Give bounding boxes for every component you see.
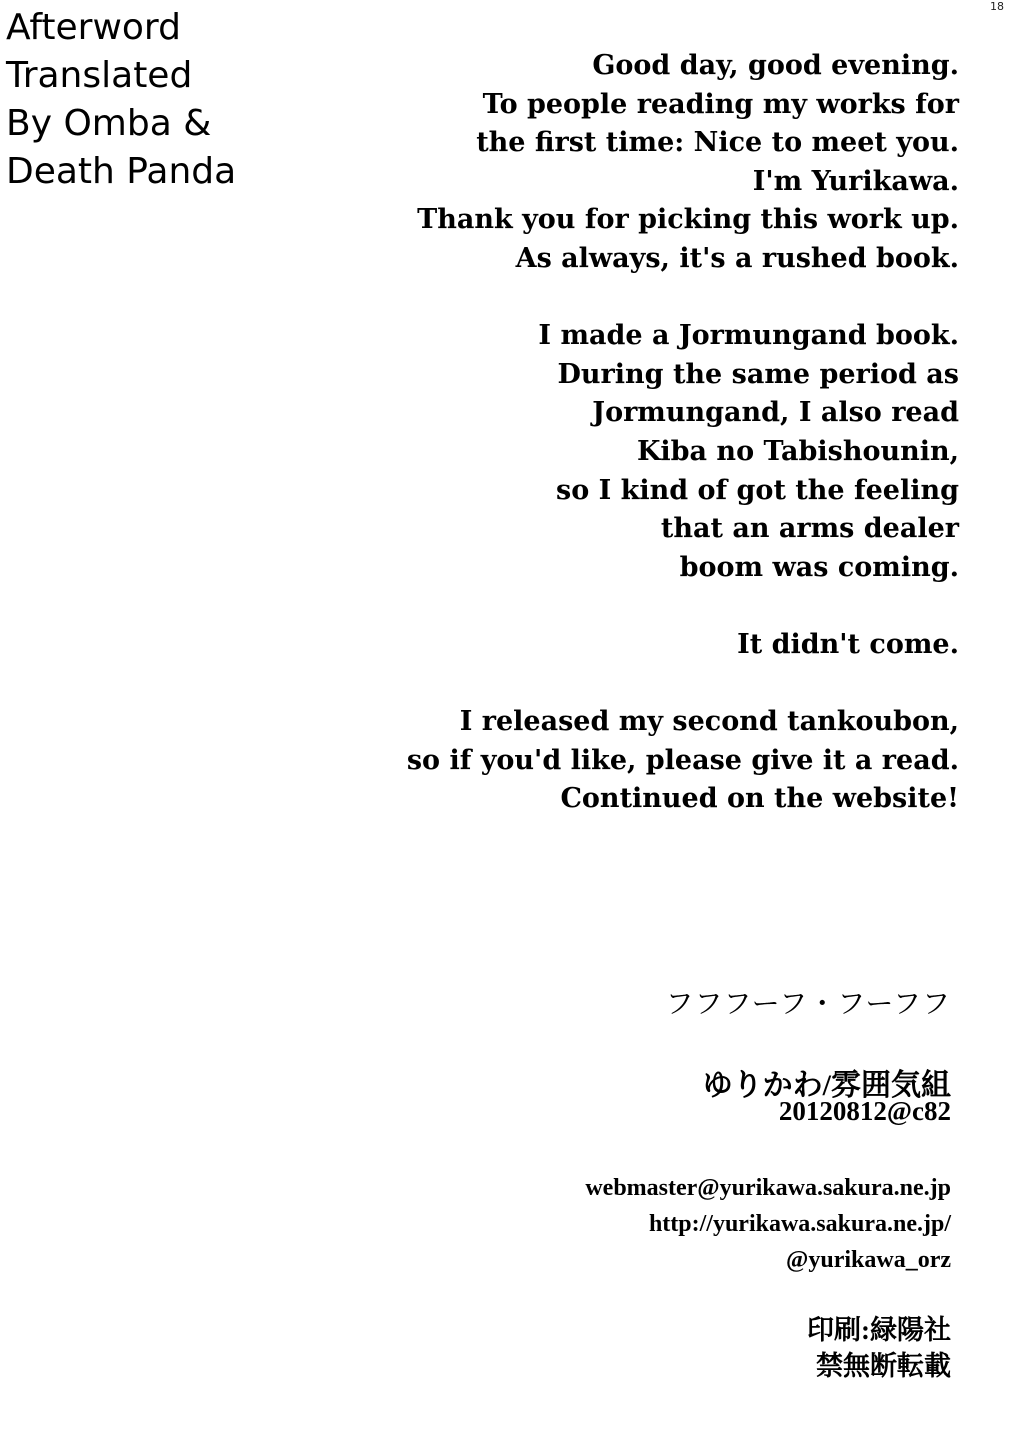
- credits-line: Death Panda: [6, 151, 237, 192]
- afterword-line: Kiba no Tabishounin,: [636, 435, 959, 467]
- reproduction-notice: 禁無断転載: [816, 1351, 951, 1381]
- afterword-line: Good day, good evening.: [592, 50, 959, 81]
- afterword-paragraph: [407, 47, 959, 279]
- circle-title: フフフーフ・フーフフ: [665, 987, 951, 1020]
- paragraph-gap: [407, 665, 959, 704]
- email-address: webmaster@yurikawa.sakura.ne.jp: [585, 1175, 951, 1201]
- credits-line: Translated: [6, 55, 193, 96]
- afterword-line: I released my second tankoubon,: [459, 706, 959, 738]
- afterword-line: It didn't come.: [737, 628, 959, 660]
- afterword-text: [407, 47, 959, 819]
- translation-credits: [6, 4, 236, 196]
- afterword-line: I made a Jormungand book.: [538, 320, 959, 352]
- afterword-line: During the same period as: [557, 358, 959, 390]
- afterword-line: the first time: Nice to meet you.: [476, 127, 959, 159]
- afterword-line: that an arms dealer: [660, 513, 959, 545]
- afterword-line: Jormungand, I also read: [592, 397, 959, 429]
- afterword-paragraph: [407, 626, 959, 665]
- printer-credit: 印刷:緑陽社: [807, 1315, 951, 1345]
- afterword-line: I'm Yurikawa.: [752, 165, 959, 197]
- credits-line: By Omba &: [6, 103, 212, 144]
- paragraph-gap: [407, 279, 959, 318]
- afterword-line: As always, it's a rushed book.: [515, 242, 959, 274]
- credits-line: Afterword: [6, 7, 181, 48]
- afterword-line: so if you'd like, please give it a read.: [406, 744, 959, 776]
- afterword-paragraph: [407, 703, 959, 819]
- twitter-handle: @yurikawa_orz: [786, 1247, 951, 1273]
- paragraph-gap: [407, 587, 959, 626]
- author-name: ゆりかわ/雰囲気組: [702, 1069, 951, 1102]
- release-date: 20120812@c82: [778, 1096, 951, 1126]
- print-info: [807, 1312, 951, 1384]
- afterword-paragraph: [407, 317, 959, 587]
- afterword-line: Thank you for picking this work up.: [417, 204, 959, 236]
- afterword-line: To people reading my works for: [482, 88, 959, 120]
- website-url: http://yurikawa.sakura.ne.jp/: [648, 1211, 951, 1237]
- page-number: 18: [990, 0, 1004, 13]
- contact-info: [585, 1170, 951, 1278]
- afterword-line: so I kind of got the feeling: [556, 474, 959, 506]
- afterword-line: boom was coming.: [679, 551, 959, 583]
- afterword-line: Continued on the website!: [560, 783, 959, 815]
